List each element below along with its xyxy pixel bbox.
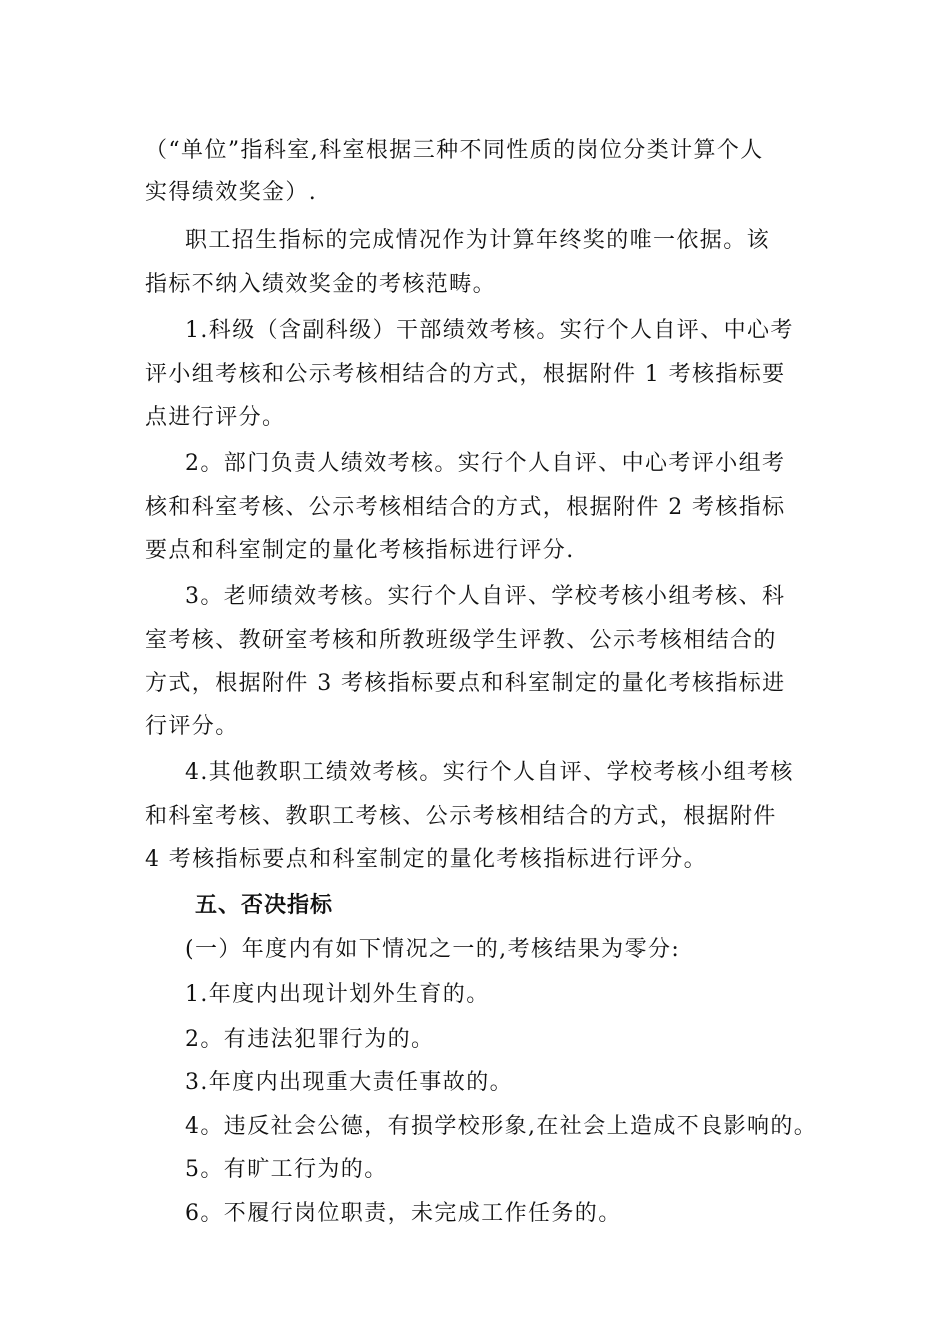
paragraph-line: 职工招生指标的完成情况作为计算年终奖的唯一依据。该 bbox=[185, 228, 771, 253]
item-2-line: 2。部门负责人绩效考核。实行个人自评、中心考评小组考 bbox=[185, 451, 786, 476]
section-heading: 五、否决指标 bbox=[195, 893, 334, 918]
text-line: 和科室考核、教职工考核、公示考核相结合的方式，根据附件 bbox=[145, 804, 777, 829]
text-line: 方式，根据附件 3 考核指标要点和科室制定的量化考核指标进 bbox=[145, 671, 786, 696]
text-line: 核和科室考核、公示考核相结合的方式，根据附件 2 考核指标 bbox=[145, 495, 786, 520]
veto-item: 6。不履行岗位职责，未完成工作任务的。 bbox=[185, 1201, 622, 1226]
item-1-line: 1.科级（含副科级）干部绩效考核。实行个人自评、中心考 bbox=[185, 318, 794, 343]
text-line: 室考核、教研室考核和所教班级学生评教、公示考核相结合的 bbox=[145, 628, 777, 653]
veto-item: 2。有违法犯罪行为的。 bbox=[185, 1027, 435, 1052]
text-line: 评小组考核和公示考核相结合的方式，根据附件 1 考核指标要 bbox=[145, 362, 786, 387]
text-line: 指标不纳入绩效奖金的考核范畴。 bbox=[145, 272, 497, 297]
text-line: 点进行评分。 bbox=[145, 405, 286, 430]
veto-item: 5。有旷工行为的。 bbox=[185, 1157, 388, 1182]
veto-item: 4。违反社会公德，有损学校形象,在社会上造成不良影响的。 bbox=[185, 1114, 818, 1139]
text-line: 实得绩效奖金）. bbox=[145, 180, 318, 205]
item-3-line: 3。老师绩效考核。实行个人自评、学校考核小组考核、科 bbox=[185, 584, 786, 609]
text-line: 4 考核指标要点和科室制定的量化考核指标进行评分。 bbox=[145, 847, 707, 872]
veto-item: 1.年度内出现计划外生育的。 bbox=[185, 982, 490, 1007]
text-line: 要点和科室制定的量化考核指标进行评分. bbox=[145, 538, 575, 563]
veto-item: 3.年度内出现重大责任事故的。 bbox=[185, 1070, 513, 1095]
text-line: （“单位”指科室,科室根据三种不同性质的岗位分类计算个人 bbox=[145, 138, 764, 163]
subsection-heading: (一）年度内有如下情况之一的,考核结果为零分: bbox=[185, 937, 681, 962]
text-line: 行评分。 bbox=[145, 714, 239, 739]
item-4-line: 4.其他教职工绩效考核。实行个人自评、学校考核小组考核 bbox=[185, 760, 794, 785]
